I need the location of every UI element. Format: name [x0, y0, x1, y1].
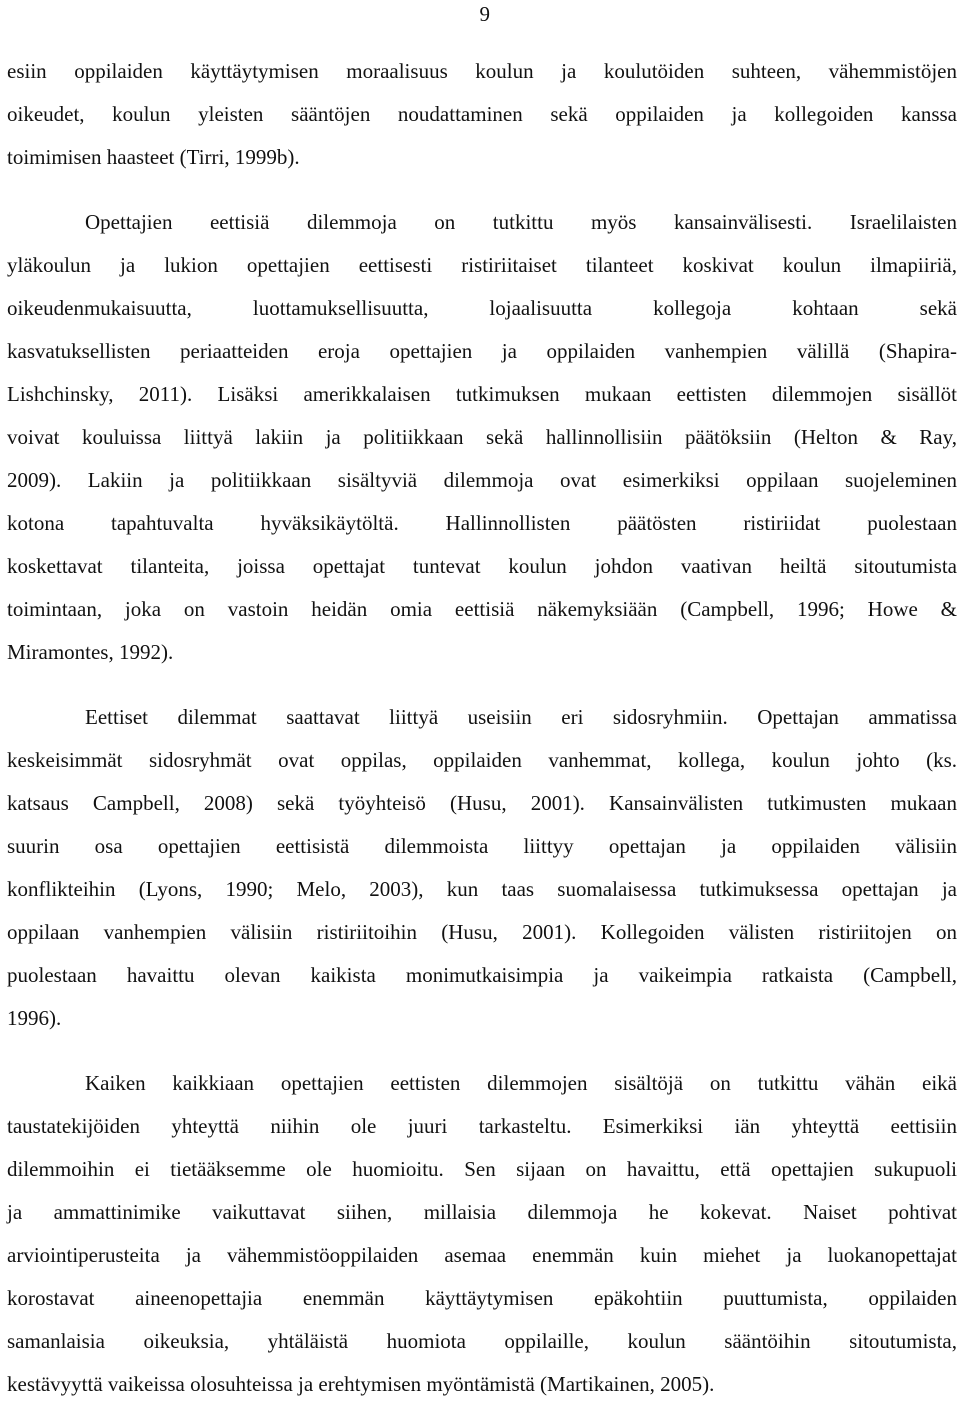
- text-line: 2009). Lakiin ja politiikkaan sisältyviä dilemmoja ovat esimerkiksi oppilaan suojeleminen: [7, 468, 957, 492]
- text-line: oppilaan vanhempien välisiin ristiriitoihin (Husu, 2001). Kollegoiden välisten ristiriitojen on: [7, 920, 957, 944]
- text-line: Miramontes, 1992).: [7, 640, 174, 664]
- text-line: suurin osa opettajien eettisistä dilemmoista liittyy opettajan ja oppilaiden välisiin: [7, 834, 957, 858]
- text-line: Lishchinsky, 2011). Lisäksi amerikkalaisen tutkimuksen mukaan eettisten dilemmojen sisällöt: [7, 382, 957, 406]
- text-line: samanlaisia oikeuksia, yhtäläistä huomiota oppilaille, koulun sääntöihin sitoutumista,: [7, 1329, 957, 1353]
- text-line: konflikteihin (Lyons, 1990; Melo, 2003), kun taas suomalaisessa tutkimuksessa opettajan ja: [7, 877, 957, 901]
- text-line: taustatekijöiden yhteyttä niihin ole juuri tarkasteltu. Esimerkiksi iän yhteyttä eettisiin: [7, 1114, 957, 1138]
- text-line: Opettajien eettisiä dilemmoja on tutkittu myös kansainvälisesti. Israelilaisten: [85, 210, 957, 234]
- text-line: puolestaan havaittu olevan kaikista monimutkaisimpia ja vaikeimpia ratkaista (Campbell,: [7, 963, 957, 987]
- text-line: ja ammattinimike vaikuttavat siihen, millaisia dilemmoja he kokevat. Naiset pohtivat: [7, 1200, 957, 1224]
- text-line: korostavat aineenopettajia enemmän käyttäytymisen epäkohtiin puuttumista, oppilaiden: [7, 1286, 957, 1310]
- text-line: kestävyyttä vaikeissa olosuhteissa ja erehtymisen myöntämistä (Martikainen, 2005).: [7, 1372, 715, 1396]
- page-number: 9: [479, 2, 490, 26]
- text-line: kasvatuksellisten periaatteiden eroja opettajien ja oppilaiden vanhempien välillä (Shapira-: [7, 339, 957, 363]
- text-line: oikeudet, koulun yleisten sääntöjen noudattaminen sekä oppilaiden ja kollegoiden kanssa: [7, 102, 957, 126]
- text-line: Kaiken kaikkiaan opettajien eettisten dilemmojen sisältöjä on tutkittu vähän eikä: [85, 1071, 957, 1095]
- text-line: keskeisimmät sidosryhmät ovat oppilas, oppilaiden vanhemmat, kollega, koulun johto (ks.: [7, 748, 957, 772]
- text-line: katsaus Campbell, 2008) sekä työyhteisö (Husu, 2001). Kansainvälisten tutkimusten mukaan: [7, 791, 957, 815]
- text-line: Eettiset dilemmat saattavat liittyä useisiin eri sidosryhmiin. Opettajan ammatissa: [85, 705, 957, 729]
- text-line: arviointiperusteita ja vähemmistöoppilaiden asemaa enemmän kuin miehet ja luokanopettajat: [7, 1243, 957, 1267]
- text-line: 1996).: [7, 1006, 62, 1030]
- text-line: toimintaan, joka on vastoin heidän omia eettisiä näkemyksiään (Campbell, 1996; Howe &: [7, 597, 957, 621]
- text-line: kotona tapahtuvalta hyväksikäytöltä. Hallinnollisten päätösten ristiriidat puolestaan: [7, 511, 957, 535]
- text-line: koskettavat tilanteita, joissa opettajat tuntevat koulun johdon vaativan heiltä sitoutumista: [7, 554, 957, 578]
- text-line: esiin oppilaiden käyttäytymisen moraalisuus koulun ja koulutöiden suhteen, vähemmistöjen: [7, 59, 957, 83]
- text-line: voivat kouluissa liittyä lakiin ja politiikkaan sekä hallinnollisiin päätöksiin (Helton & Ray,: [7, 425, 957, 449]
- text-line: oikeudenmukaisuutta, luottamuksellisuutta, lojaalisuutta kollegoja kohtaan sekä: [7, 296, 957, 320]
- text-line: dilemmoihin ei tietääksemme ole huomioitu. Sen sijaan on havaittu, että opettajien sukupuoli: [7, 1157, 957, 1181]
- text-line: toimimisen haasteet (Tirri, 1999b).: [7, 145, 300, 169]
- text-line: yläkoulun ja lukion opettajien eettisesti ristiriitaiset tilanteet koskivat koulun ilmapiiriä,: [7, 253, 957, 277]
